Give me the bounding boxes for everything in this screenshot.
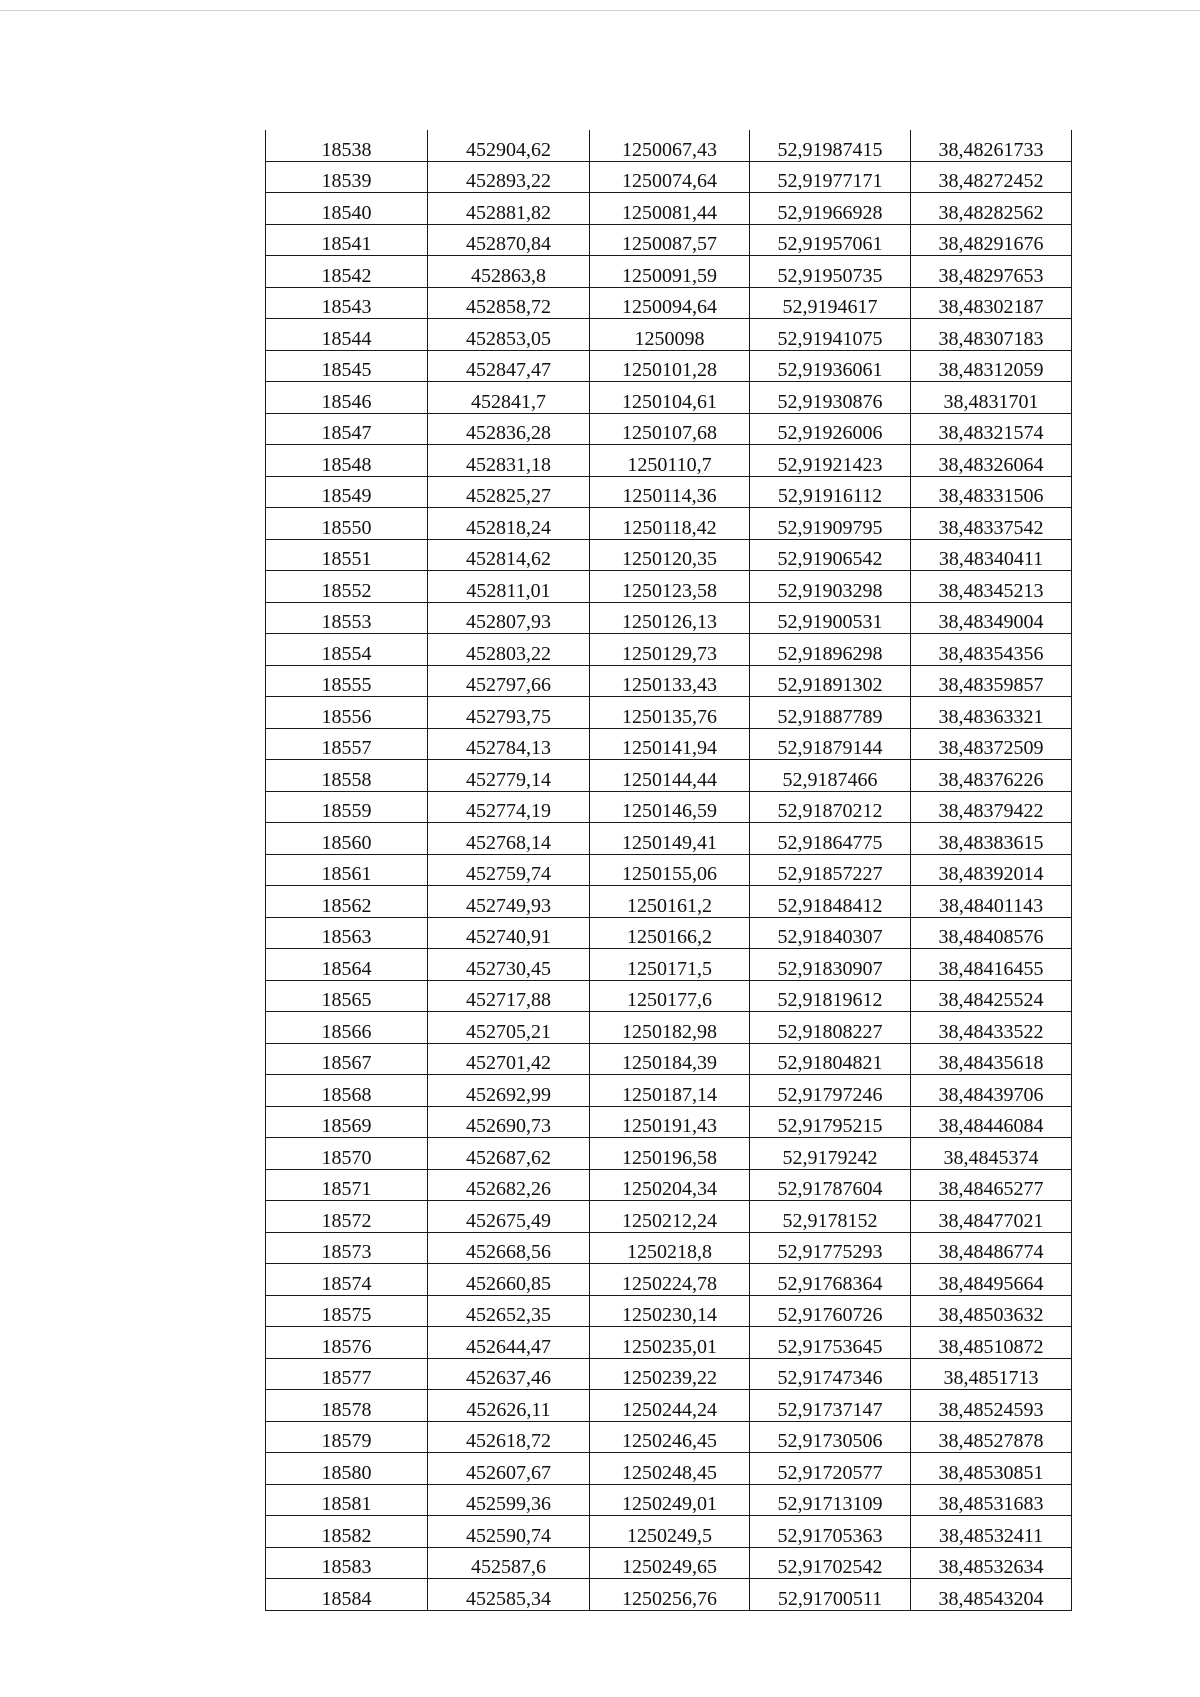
point-number-cell: 18560 [266, 823, 428, 855]
table-row [266, 1012, 1072, 1044]
x-coordinate-cell: 452618,72 [428, 1421, 590, 1453]
x-coordinate-cell: 452740,91 [428, 917, 590, 949]
longitude-cell: 38,48495664 [911, 1264, 1072, 1296]
y-coordinate-cell: 1250248,45 [590, 1453, 750, 1485]
latitude-cell: 52,91921423 [750, 445, 911, 477]
longitude-cell: 38,48349004 [911, 602, 1072, 634]
longitude-cell: 38,48532634 [911, 1547, 1072, 1579]
latitude-cell: 52,91705363 [750, 1516, 911, 1548]
longitude-cell: 38,48297653 [911, 256, 1072, 288]
longitude-cell: 38,48326064 [911, 445, 1072, 477]
y-coordinate-cell: 1250146,59 [590, 791, 750, 823]
table-row [266, 413, 1072, 445]
table-row [266, 1201, 1072, 1233]
x-coordinate-cell: 452749,93 [428, 886, 590, 918]
longitude-cell: 38,48486774 [911, 1232, 1072, 1264]
coordinates-table-container [265, 130, 1071, 1611]
point-number-cell: 18543 [266, 287, 428, 319]
y-coordinate-cell: 1250098 [590, 319, 750, 351]
y-coordinate-cell: 1250246,45 [590, 1421, 750, 1453]
longitude-cell: 38,48532411 [911, 1516, 1072, 1548]
x-coordinate-cell: 452774,19 [428, 791, 590, 823]
x-coordinate-cell: 452590,74 [428, 1516, 590, 1548]
table-row [266, 886, 1072, 918]
longitude-cell: 38,48408576 [911, 917, 1072, 949]
latitude-cell: 52,9179242 [750, 1138, 911, 1170]
latitude-cell: 52,9178152 [750, 1201, 911, 1233]
table-row [266, 1484, 1072, 1516]
table-row [266, 193, 1072, 225]
longitude-cell: 38,48524593 [911, 1390, 1072, 1422]
point-number-cell: 18571 [266, 1169, 428, 1201]
longitude-cell: 38,48439706 [911, 1075, 1072, 1107]
latitude-cell: 52,9187466 [750, 760, 911, 792]
latitude-cell: 52,91804821 [750, 1043, 911, 1075]
latitude-cell: 52,91941075 [750, 319, 911, 351]
latitude-cell: 52,91936061 [750, 350, 911, 382]
longitude-cell: 38,48416455 [911, 949, 1072, 981]
y-coordinate-cell: 1250244,24 [590, 1390, 750, 1422]
table-row [266, 256, 1072, 288]
latitude-cell: 52,91760726 [750, 1295, 911, 1327]
point-number-cell: 18582 [266, 1516, 428, 1548]
point-number-cell: 18574 [266, 1264, 428, 1296]
longitude-cell: 38,48531683 [911, 1484, 1072, 1516]
latitude-cell: 52,91987415 [750, 130, 911, 161]
point-number-cell: 18577 [266, 1358, 428, 1390]
x-coordinate-cell: 452705,21 [428, 1012, 590, 1044]
y-coordinate-cell: 1250184,39 [590, 1043, 750, 1075]
point-number-cell: 18541 [266, 224, 428, 256]
longitude-cell: 38,48503632 [911, 1295, 1072, 1327]
y-coordinate-cell: 1250081,44 [590, 193, 750, 225]
x-coordinate-cell: 452803,22 [428, 634, 590, 666]
longitude-cell: 38,48379422 [911, 791, 1072, 823]
x-coordinate-cell: 452687,62 [428, 1138, 590, 1170]
longitude-cell: 38,48331506 [911, 476, 1072, 508]
y-coordinate-cell: 1250191,43 [590, 1106, 750, 1138]
point-number-cell: 18565 [266, 980, 428, 1012]
x-coordinate-cell: 452652,35 [428, 1295, 590, 1327]
table-row [266, 980, 1072, 1012]
y-coordinate-cell: 1250101,28 [590, 350, 750, 382]
point-number-cell: 18578 [266, 1390, 428, 1422]
y-coordinate-cell: 1250126,13 [590, 602, 750, 634]
longitude-cell: 38,48465277 [911, 1169, 1072, 1201]
x-coordinate-cell: 452587,6 [428, 1547, 590, 1579]
point-number-cell: 18579 [266, 1421, 428, 1453]
point-number-cell: 18548 [266, 445, 428, 477]
y-coordinate-cell: 1250218,8 [590, 1232, 750, 1264]
latitude-cell: 52,9194617 [750, 287, 911, 319]
latitude-cell: 52,91887789 [750, 697, 911, 729]
point-number-cell: 18580 [266, 1453, 428, 1485]
y-coordinate-cell: 1250161,2 [590, 886, 750, 918]
point-number-cell: 18562 [266, 886, 428, 918]
x-coordinate-cell: 452759,74 [428, 854, 590, 886]
latitude-cell: 52,91977171 [750, 161, 911, 193]
point-number-cell: 18546 [266, 382, 428, 414]
table-row [266, 697, 1072, 729]
point-number-cell: 18557 [266, 728, 428, 760]
latitude-cell: 52,91896298 [750, 634, 911, 666]
x-coordinate-cell: 452836,28 [428, 413, 590, 445]
latitude-cell: 52,91730506 [750, 1421, 911, 1453]
point-number-cell: 18584 [266, 1579, 428, 1611]
y-coordinate-cell: 1250182,98 [590, 1012, 750, 1044]
longitude-cell: 38,48291676 [911, 224, 1072, 256]
table-row [266, 760, 1072, 792]
table-row [266, 476, 1072, 508]
latitude-cell: 52,91848412 [750, 886, 911, 918]
x-coordinate-cell: 452668,56 [428, 1232, 590, 1264]
y-coordinate-cell: 1250141,94 [590, 728, 750, 760]
x-coordinate-cell: 452690,73 [428, 1106, 590, 1138]
point-number-cell: 18576 [266, 1327, 428, 1359]
longitude-cell: 38,4831701 [911, 382, 1072, 414]
latitude-cell: 52,91930876 [750, 382, 911, 414]
y-coordinate-cell: 1250239,22 [590, 1358, 750, 1390]
y-coordinate-cell: 1250087,57 [590, 224, 750, 256]
longitude-cell: 38,48312059 [911, 350, 1072, 382]
x-coordinate-cell: 452701,42 [428, 1043, 590, 1075]
table-row [266, 161, 1072, 193]
x-coordinate-cell: 452863,8 [428, 256, 590, 288]
y-coordinate-cell: 1250249,5 [590, 1516, 750, 1548]
x-coordinate-cell: 452660,85 [428, 1264, 590, 1296]
x-coordinate-cell: 452768,14 [428, 823, 590, 855]
x-coordinate-cell: 452692,99 [428, 1075, 590, 1107]
point-number-cell: 18566 [266, 1012, 428, 1044]
longitude-cell: 38,48401143 [911, 886, 1072, 918]
latitude-cell: 52,91857227 [750, 854, 911, 886]
point-number-cell: 18553 [266, 602, 428, 634]
table-row [266, 1421, 1072, 1453]
point-number-cell: 18538 [266, 130, 428, 161]
y-coordinate-cell: 1250249,65 [590, 1547, 750, 1579]
y-coordinate-cell: 1250135,76 [590, 697, 750, 729]
longitude-cell: 38,48510872 [911, 1327, 1072, 1359]
point-number-cell: 18564 [266, 949, 428, 981]
x-coordinate-cell: 452870,84 [428, 224, 590, 256]
y-coordinate-cell: 1250187,14 [590, 1075, 750, 1107]
x-coordinate-cell: 452847,47 [428, 350, 590, 382]
point-number-cell: 18544 [266, 319, 428, 351]
x-coordinate-cell: 452893,22 [428, 161, 590, 193]
table-row [266, 508, 1072, 540]
table-row [266, 1075, 1072, 1107]
longitude-cell: 38,48433522 [911, 1012, 1072, 1044]
latitude-cell: 52,91808227 [750, 1012, 911, 1044]
table-row [266, 634, 1072, 666]
point-number-cell: 18545 [266, 350, 428, 382]
table-row [266, 602, 1072, 634]
y-coordinate-cell: 1250118,42 [590, 508, 750, 540]
y-coordinate-cell: 1250107,68 [590, 413, 750, 445]
latitude-cell: 52,91926006 [750, 413, 911, 445]
longitude-cell: 38,48372509 [911, 728, 1072, 760]
longitude-cell: 38,48302187 [911, 287, 1072, 319]
point-number-cell: 18569 [266, 1106, 428, 1138]
latitude-cell: 52,91787604 [750, 1169, 911, 1201]
y-coordinate-cell: 1250204,34 [590, 1169, 750, 1201]
point-number-cell: 18556 [266, 697, 428, 729]
y-coordinate-cell: 1250129,73 [590, 634, 750, 666]
coordinates-table-body [266, 130, 1072, 1610]
table-row [266, 350, 1072, 382]
y-coordinate-cell: 1250224,78 [590, 1264, 750, 1296]
point-number-cell: 18573 [266, 1232, 428, 1264]
latitude-cell: 52,91891302 [750, 665, 911, 697]
table-row [266, 539, 1072, 571]
latitude-cell: 52,91819612 [750, 980, 911, 1012]
x-coordinate-cell: 452858,72 [428, 287, 590, 319]
latitude-cell: 52,91909795 [750, 508, 911, 540]
latitude-cell: 52,91747346 [750, 1358, 911, 1390]
point-number-cell: 18549 [266, 476, 428, 508]
x-coordinate-cell: 452825,27 [428, 476, 590, 508]
longitude-cell: 38,48337542 [911, 508, 1072, 540]
y-coordinate-cell: 1250256,76 [590, 1579, 750, 1611]
latitude-cell: 52,91903298 [750, 571, 911, 603]
point-number-cell: 18575 [266, 1295, 428, 1327]
longitude-cell: 38,48261733 [911, 130, 1072, 161]
latitude-cell: 52,91797246 [750, 1075, 911, 1107]
table-row [266, 1579, 1072, 1611]
table-row [266, 1106, 1072, 1138]
table-row [266, 319, 1072, 351]
latitude-cell: 52,91966928 [750, 193, 911, 225]
longitude-cell: 38,48340411 [911, 539, 1072, 571]
x-coordinate-cell: 452904,62 [428, 130, 590, 161]
point-number-cell: 18539 [266, 161, 428, 193]
table-row [266, 130, 1072, 161]
point-number-cell: 18555 [266, 665, 428, 697]
table-row [266, 1264, 1072, 1296]
y-coordinate-cell: 1250091,59 [590, 256, 750, 288]
x-coordinate-cell: 452881,82 [428, 193, 590, 225]
latitude-cell: 52,91900531 [750, 602, 911, 634]
longitude-cell: 38,48543204 [911, 1579, 1072, 1611]
x-coordinate-cell: 452717,88 [428, 980, 590, 1012]
longitude-cell: 38,48363321 [911, 697, 1072, 729]
latitude-cell: 52,91737147 [750, 1390, 911, 1422]
point-number-cell: 18572 [266, 1201, 428, 1233]
longitude-cell: 38,48272452 [911, 161, 1072, 193]
x-coordinate-cell: 452779,14 [428, 760, 590, 792]
y-coordinate-cell: 1250149,41 [590, 823, 750, 855]
table-row [266, 1327, 1072, 1359]
point-number-cell: 18552 [266, 571, 428, 603]
table-row [266, 1516, 1072, 1548]
latitude-cell: 52,91700511 [750, 1579, 911, 1611]
x-coordinate-cell: 452807,93 [428, 602, 590, 634]
point-number-cell: 18540 [266, 193, 428, 225]
latitude-cell: 52,91753645 [750, 1327, 911, 1359]
point-number-cell: 18561 [266, 854, 428, 886]
longitude-cell: 38,48383615 [911, 823, 1072, 855]
y-coordinate-cell: 1250074,64 [590, 161, 750, 193]
x-coordinate-cell: 452814,62 [428, 539, 590, 571]
latitude-cell: 52,91830907 [750, 949, 911, 981]
y-coordinate-cell: 1250249,01 [590, 1484, 750, 1516]
table-row [266, 1295, 1072, 1327]
point-number-cell: 18568 [266, 1075, 428, 1107]
point-number-cell: 18550 [266, 508, 428, 540]
point-number-cell: 18554 [266, 634, 428, 666]
latitude-cell: 52,91720577 [750, 1453, 911, 1485]
longitude-cell: 38,48359857 [911, 665, 1072, 697]
longitude-cell: 38,48282562 [911, 193, 1072, 225]
y-coordinate-cell: 1250110,7 [590, 445, 750, 477]
scan-edge-line [0, 10, 1200, 11]
x-coordinate-cell: 452818,24 [428, 508, 590, 540]
x-coordinate-cell: 452793,75 [428, 697, 590, 729]
x-coordinate-cell: 452637,46 [428, 1358, 590, 1390]
table-row [266, 1358, 1072, 1390]
y-coordinate-cell: 1250212,24 [590, 1201, 750, 1233]
x-coordinate-cell: 452644,47 [428, 1327, 590, 1359]
latitude-cell: 52,91768364 [750, 1264, 911, 1296]
table-row [266, 287, 1072, 319]
latitude-cell: 52,91957061 [750, 224, 911, 256]
x-coordinate-cell: 452831,18 [428, 445, 590, 477]
table-row [266, 1547, 1072, 1579]
x-coordinate-cell: 452599,36 [428, 1484, 590, 1516]
latitude-cell: 52,91864775 [750, 823, 911, 855]
y-coordinate-cell: 1250166,2 [590, 917, 750, 949]
y-coordinate-cell: 1250155,06 [590, 854, 750, 886]
longitude-cell: 38,48321574 [911, 413, 1072, 445]
point-number-cell: 18581 [266, 1484, 428, 1516]
point-number-cell: 18563 [266, 917, 428, 949]
latitude-cell: 52,91906542 [750, 539, 911, 571]
longitude-cell: 38,48307183 [911, 319, 1072, 351]
table-row [266, 1138, 1072, 1170]
latitude-cell: 52,91840307 [750, 917, 911, 949]
latitude-cell: 52,91950735 [750, 256, 911, 288]
table-row [266, 571, 1072, 603]
table-row [266, 445, 1072, 477]
table-row [266, 791, 1072, 823]
longitude-cell: 38,48354356 [911, 634, 1072, 666]
y-coordinate-cell: 1250235,01 [590, 1327, 750, 1359]
latitude-cell: 52,91795215 [750, 1106, 911, 1138]
latitude-cell: 52,91702542 [750, 1547, 911, 1579]
longitude-cell: 38,48376226 [911, 760, 1072, 792]
longitude-cell: 38,48392014 [911, 854, 1072, 886]
x-coordinate-cell: 452853,05 [428, 319, 590, 351]
point-number-cell: 18551 [266, 539, 428, 571]
latitude-cell: 52,91916112 [750, 476, 911, 508]
point-number-cell: 18547 [266, 413, 428, 445]
longitude-cell: 38,4851713 [911, 1358, 1072, 1390]
table-row [266, 917, 1072, 949]
longitude-cell: 38,48477021 [911, 1201, 1072, 1233]
y-coordinate-cell: 1250171,5 [590, 949, 750, 981]
x-coordinate-cell: 452841,7 [428, 382, 590, 414]
longitude-cell: 38,48435618 [911, 1043, 1072, 1075]
y-coordinate-cell: 1250123,58 [590, 571, 750, 603]
x-coordinate-cell: 452797,66 [428, 665, 590, 697]
x-coordinate-cell: 452730,45 [428, 949, 590, 981]
y-coordinate-cell: 1250230,14 [590, 1295, 750, 1327]
y-coordinate-cell: 1250104,61 [590, 382, 750, 414]
table-row [266, 949, 1072, 981]
latitude-cell: 52,91879144 [750, 728, 911, 760]
latitude-cell: 52,91870212 [750, 791, 911, 823]
point-number-cell: 18570 [266, 1138, 428, 1170]
x-coordinate-cell: 452585,34 [428, 1579, 590, 1611]
y-coordinate-cell: 1250133,43 [590, 665, 750, 697]
x-coordinate-cell: 452811,01 [428, 571, 590, 603]
y-coordinate-cell: 1250120,35 [590, 539, 750, 571]
y-coordinate-cell: 1250094,64 [590, 287, 750, 319]
y-coordinate-cell: 1250114,36 [590, 476, 750, 508]
point-number-cell: 18558 [266, 760, 428, 792]
x-coordinate-cell: 452607,67 [428, 1453, 590, 1485]
table-row [266, 823, 1072, 855]
longitude-cell: 38,48530851 [911, 1453, 1072, 1485]
point-number-cell: 18542 [266, 256, 428, 288]
longitude-cell: 38,48345213 [911, 571, 1072, 603]
x-coordinate-cell: 452675,49 [428, 1201, 590, 1233]
x-coordinate-cell: 452626,11 [428, 1390, 590, 1422]
x-coordinate-cell: 452682,26 [428, 1169, 590, 1201]
table-row [266, 665, 1072, 697]
y-coordinate-cell: 1250067,43 [590, 130, 750, 161]
table-row [266, 1390, 1072, 1422]
y-coordinate-cell: 1250177,6 [590, 980, 750, 1012]
y-coordinate-cell: 1250196,58 [590, 1138, 750, 1170]
table-row [266, 224, 1072, 256]
table-row [266, 1232, 1072, 1264]
table-row [266, 1169, 1072, 1201]
table-row [266, 854, 1072, 886]
longitude-cell: 38,4845374 [911, 1138, 1072, 1170]
latitude-cell: 52,91775293 [750, 1232, 911, 1264]
x-coordinate-cell: 452784,13 [428, 728, 590, 760]
table-row [266, 1453, 1072, 1485]
point-number-cell: 18567 [266, 1043, 428, 1075]
longitude-cell: 38,48446084 [911, 1106, 1072, 1138]
coordinates-table [265, 130, 1072, 1611]
table-row [266, 728, 1072, 760]
longitude-cell: 38,48527878 [911, 1421, 1072, 1453]
table-row [266, 1043, 1072, 1075]
point-number-cell: 18559 [266, 791, 428, 823]
point-number-cell: 18583 [266, 1547, 428, 1579]
y-coordinate-cell: 1250144,44 [590, 760, 750, 792]
latitude-cell: 52,91713109 [750, 1484, 911, 1516]
longitude-cell: 38,48425524 [911, 980, 1072, 1012]
table-row [266, 382, 1072, 414]
